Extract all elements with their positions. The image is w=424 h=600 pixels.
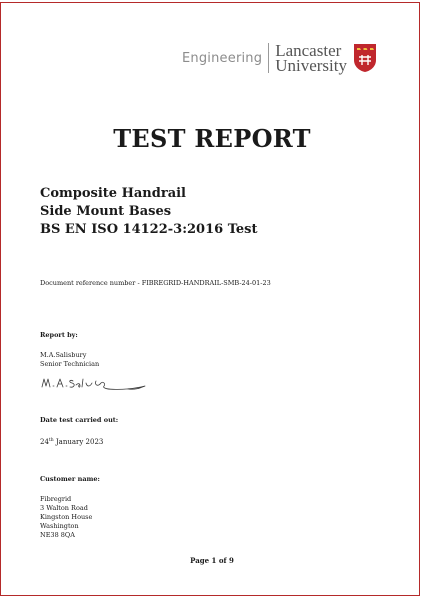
signature-image bbox=[40, 373, 152, 395]
address-line: Fibregrid bbox=[40, 495, 72, 503]
date-rest: January 2023 bbox=[53, 438, 104, 446]
customer-label: Customer name: bbox=[40, 475, 100, 483]
report-by-details bbox=[40, 351, 99, 369]
university-line-1: Lancaster bbox=[275, 41, 342, 60]
date-day: 24 bbox=[40, 438, 49, 446]
university-line-2: University bbox=[275, 56, 347, 75]
subtitle-line-1: Composite Handrail bbox=[40, 186, 186, 201]
date-suffix: th bbox=[48, 438, 54, 443]
header-logo bbox=[182, 38, 388, 78]
logo-divider bbox=[268, 43, 269, 73]
crest-icon bbox=[353, 43, 377, 73]
page-number: Page 1 of 9 bbox=[190, 556, 234, 565]
address-line: NE38 8QA bbox=[40, 531, 75, 539]
report-title: TEST REPORT bbox=[113, 124, 311, 153]
subtitle-line-2: Side Mount Bases bbox=[40, 204, 172, 219]
report-by-label: Report by: bbox=[40, 331, 78, 339]
address-line: Kingston House bbox=[40, 513, 93, 521]
test-date bbox=[40, 436, 103, 447]
report-by-role: Senior Technician bbox=[40, 360, 100, 368]
document-reference: Document reference number - FIBREGRID-HANDRAIL-SMB-24-01-23 bbox=[40, 279, 271, 287]
subtitle-line-3: BS EN ISO 14122-3:2016 Test bbox=[40, 222, 258, 237]
address-line: Washington bbox=[40, 522, 79, 530]
customer-address bbox=[40, 495, 92, 540]
address-line: 3 Walton Road bbox=[40, 504, 88, 512]
department-name: Engineering bbox=[182, 50, 263, 66]
report-by-name: M.A.Salisbury bbox=[40, 351, 87, 359]
university-name bbox=[275, 43, 347, 73]
report-subtitle bbox=[40, 185, 258, 239]
date-label: Date test carried out: bbox=[40, 416, 119, 424]
